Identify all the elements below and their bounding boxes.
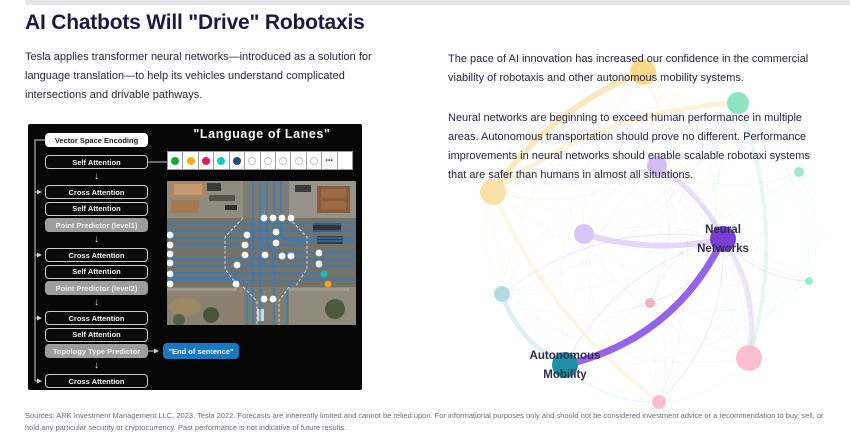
token-cell-filled xyxy=(214,152,228,169)
flow-box-topology-type-predictor: Topology Type Predictor xyxy=(45,344,148,358)
token-dot-icon xyxy=(187,157,195,165)
token-cell-ellipsis xyxy=(322,152,336,169)
node-pink-right xyxy=(736,345,762,371)
node-yellow-top xyxy=(630,59,656,85)
token-dot-empty-icon xyxy=(310,157,318,165)
left-paragraph: Tesla applies transformer neural networks—introduced as a solution for language translation—to help its vehicles understand complicated intersections and drivable pathways. xyxy=(25,51,372,101)
token-cell-empty xyxy=(245,152,259,169)
flow-box-point-predictor-level2-: Point Predictor (level2) xyxy=(45,281,148,295)
node-label-neural-networks: Neural xyxy=(705,224,741,236)
node-green-right xyxy=(794,167,804,177)
flow-down-arrow-icon: ↓ xyxy=(94,296,99,308)
node-teal-left xyxy=(494,286,510,302)
node-label-autonomous-mobility: Mobility xyxy=(543,369,587,381)
token-cell-blank xyxy=(338,152,352,169)
token-dot-empty-icon xyxy=(248,157,256,165)
token-dot-icon xyxy=(233,157,241,165)
right-paragraph-1: The pace of AI innovation has increased our confidence in the commercial viability of robotaxis and other autonomous mobility systems. xyxy=(448,53,809,84)
token-cell-filled xyxy=(199,152,213,169)
token-cell-filled xyxy=(183,152,197,169)
flow-box-self-attention: Self Attention xyxy=(45,265,148,279)
flow-box-cross-attention: Cross Attention xyxy=(45,185,148,199)
token-dot-empty-icon xyxy=(279,157,287,165)
right-paragraph-2: Neural networks are beginning to exceed human performance in multiple areas. Autonomous transportation should prove no different. Performance improvements in neural networks should enable scalable robotaxi systems that are safer than humans in almost all situations. xyxy=(448,112,810,181)
node-label-autonomous-mobility: Autonomous xyxy=(529,350,601,362)
node-purple-top xyxy=(647,156,667,176)
node-green-small xyxy=(805,277,813,285)
lane-token-strip xyxy=(167,151,353,170)
language-of-lanes-caption: "Language of Lanes" xyxy=(193,127,331,141)
token-dot-icon xyxy=(217,157,225,165)
teal-point-marker xyxy=(321,271,328,278)
node-yellow-left xyxy=(480,179,506,205)
aerial-intersection-graphic xyxy=(167,181,356,325)
footer-disclaimer: Sources: ARK Investment Management LLC, 2023. Tesla 2022. Forecasts are inherently limited and cannot be relied upon. For informational purposes only and should not be considered investment advice or a recommendation to buy, sell, or hold any particular security or cryptocurrency. Past performance is not indicative of future results. xyxy=(25,411,824,432)
node-pink-center xyxy=(645,298,655,308)
flow-box-self-attention: Self Attention xyxy=(45,202,148,216)
flow-box-vector-space-encoding: Vector Space Encoding xyxy=(45,133,148,147)
token-cell-empty xyxy=(291,152,305,169)
token-cell-empty xyxy=(307,152,321,169)
page-title: AI Chatbots Will "Drive" Robotaxis xyxy=(25,11,365,34)
flow-down-arrow-icon: ↓ xyxy=(94,359,99,371)
intersection-map-image xyxy=(167,181,356,325)
token-cell-empty xyxy=(261,152,275,169)
top-divider xyxy=(25,0,850,5)
token-cell-filled xyxy=(168,152,182,169)
flow-box-self-attention: Self Attention xyxy=(45,155,148,169)
token-cell-filled xyxy=(230,152,244,169)
network-graph-svg xyxy=(430,50,850,415)
flow-box-cross-attention: Cross Attention xyxy=(45,311,148,325)
token-dot-icon xyxy=(202,157,210,165)
flow-box-cross-attention: Cross Attention xyxy=(45,248,148,262)
node-purple-mid xyxy=(574,224,594,244)
yellow-point-marker xyxy=(325,281,332,288)
token-dot-empty-icon xyxy=(264,157,272,165)
flow-down-arrow-icon: ↓ xyxy=(94,170,99,182)
node-pink-bottom xyxy=(652,395,666,409)
token-dot-empty-icon xyxy=(295,157,303,165)
token-dot-icon xyxy=(171,157,179,165)
node-teal-top xyxy=(727,92,749,114)
token-ellipsis: ••• xyxy=(325,157,334,164)
tesla-transformer-diagram xyxy=(28,124,362,390)
edge-neural-networks-pink-right xyxy=(723,239,752,358)
end-of-sentence-badge: "End of sentence" xyxy=(163,343,239,359)
node-label-neural-networks: Networks xyxy=(697,243,749,255)
flow-box-cross-attention: Cross Attention xyxy=(45,374,148,388)
token-cell-empty xyxy=(276,152,290,169)
flow-box-point-predictor-level1-: Point Predictor (level1) xyxy=(45,218,148,232)
concept-network-graph xyxy=(430,50,850,415)
flow-down-arrow-icon: ↓ xyxy=(94,233,99,245)
flow-box-self-attention: Self Attention xyxy=(45,328,148,342)
